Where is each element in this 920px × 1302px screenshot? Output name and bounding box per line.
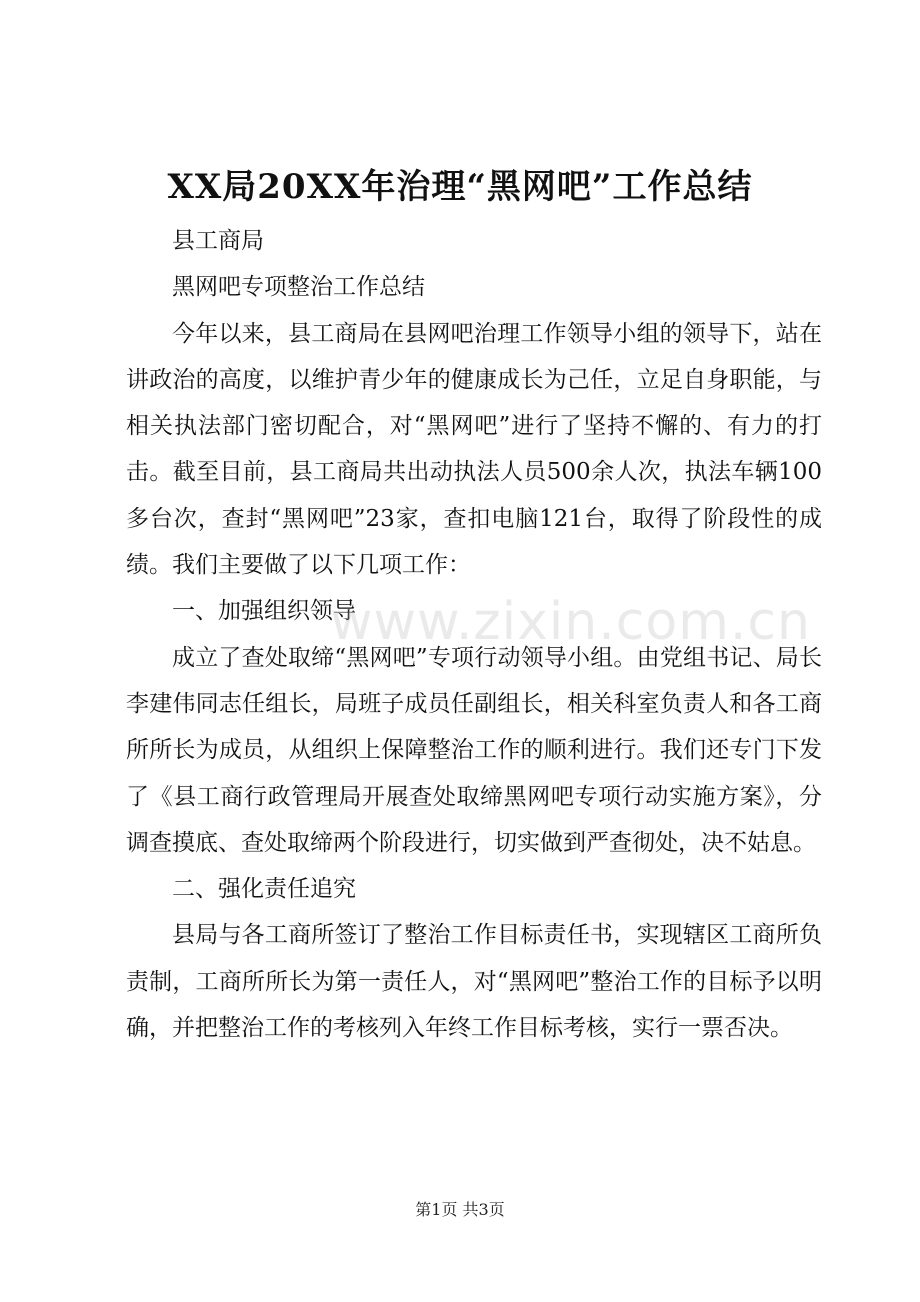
page-footer: 第1页 共3页 bbox=[415, 1200, 505, 1219]
paragraph-section-2: 县局与各工商所签订了整治工作目标责任书，实现辖区工商所负责制，工商所所长为第一责任人，对“黑网吧”整治工作的目标予以明确，并把整治工作的考核列入年终工作目标考核，实行一票否决。 bbox=[126, 922, 822, 1042]
paragraph-intro: 今年以来，县工商局在县网吧治理工作领导小组的领导下，站在讲政治的高度，以维护青少年的健康成长为己任，立足自身职能，与相关执法部门密切配合，对“黑网吧”进行了坚持不懈的、有力的打击。截至目前，县工商局共出动执法人员500余人次，执法车辆100多台次，查封“黑网吧”23家，查扣电脑121台，取得了阶段性的成绩。我们主要做了以下几项工作： bbox=[126, 320, 822, 579]
section-heading-1: 一、加强组织领导 bbox=[172, 598, 356, 625]
document-body bbox=[126, 218, 822, 1051]
paragraph-section-1: 成立了查处取缔“黑网吧”专项行动领导小组。由党组书记、局长李建伟同志任组长，局班子成员任副组长，相关科室负责人和各工商所所长为成员，从组织上保障整治工作的顺利进行。我们还专门下发了《县工商行政管理局开展查处取缔黑网吧专项行动实施方案》，分调查摸底、查处取缔两个阶段进行，切实做到严查彻处，决不姑息。 bbox=[126, 644, 822, 856]
paragraph-subtitle: 黑网吧专项整治工作总结 bbox=[172, 274, 425, 301]
section-heading-2: 二、强化责任追究 bbox=[172, 876, 356, 903]
watermark: www.zixin.com.cn bbox=[330, 592, 811, 652]
document-title: XX局20XX年治理“黑网吧”工作总结 bbox=[167, 167, 753, 207]
paragraph-issuer: 县工商局 bbox=[172, 228, 264, 254]
